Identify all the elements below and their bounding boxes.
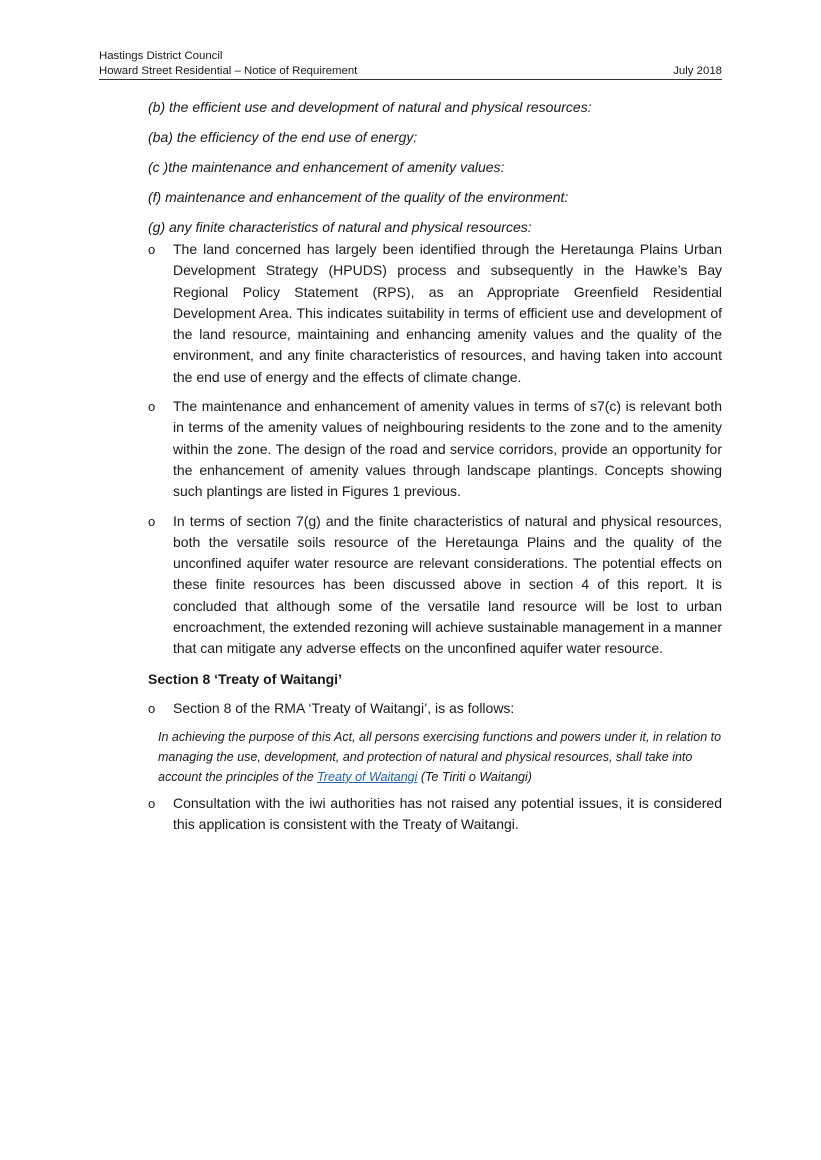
bullet-marker: o	[148, 399, 156, 415]
quote-text-end: (Te Tiriti o Waitangi)	[417, 769, 532, 784]
list-item	[148, 793, 722, 836]
bullet-text: Section 8 of the RMA ‘Treaty of Waitangi’, is as follows:	[173, 699, 515, 716]
section-8-title: Section 8 ‘Treaty of Waitangi’	[148, 670, 342, 687]
header-org: Hastings District Council	[99, 50, 223, 62]
bullet-text: Consultation with the iwi authorities has not raised any potential issues, it is considered this application is consistent with the Treaty of Waitangi.	[173, 794, 722, 833]
bullet-text: The maintenance and enhancement of amenity values in terms of s7(c) is relevant both in terms of the amenity values of neighbouring residents to the zone and to the amenity within the zone. The design of the road and service corridors, provide an opportunity for the enhancement of amenity values through landscape plantings. Concepts showing such plantings are listed in Figures 1 previous.	[173, 398, 722, 500]
bullet-marker: o	[148, 700, 156, 716]
italic-item-g: (g) any finite characteristics of natural and physical resources:	[148, 219, 532, 235]
bullet-text: In terms of section 7(g) and the finite characteristics of natural and physical resources, both the versatile soils resource of the Heretaunga Plains and the quality of the unconfined aquifer water resource are relevant considerations. The potential effects on these finite resources has been discussed above in section 4 of this report. It is concluded that although some of the versatile land resource will be lost to urban encroachment, the extended rezoning will achieve sustainable management in a manner that can mitigate any adverse effects on the unconfined aquifer water resource.	[173, 512, 722, 657]
quote-text: In achieving the purpose of this Act, all persons exercising functions and powers under it, in relation to managing the use, development, and protection of natural and physical resources, shall take into account the principles of the	[158, 729, 722, 784]
list-item	[148, 698, 722, 719]
italic-item-c: (c )the maintenance and enhancement of amenity values:	[148, 159, 505, 175]
body-content	[148, 97, 722, 844]
header-doc-title: Howard Street Residential – Notice of Requirement	[99, 65, 358, 77]
page-header	[99, 49, 722, 80]
rma-quote	[148, 727, 722, 787]
header-line	[99, 64, 722, 80]
list-item	[148, 511, 722, 660]
italic-item-ba: (ba) the efficiency of the end use of energy:	[148, 129, 418, 145]
bullet-marker: o	[148, 513, 156, 529]
header-date: July 2018	[673, 65, 722, 77]
bullet-text: The land concerned has largely been identified through the Heretaunga Plains Urban Development Strategy (HPUDS) process and subsequently in the Hawke’s Bay Regional Policy Statement (RPS), as an Appropriate Greenfield Residential Development Area. This indicates suitability in terms of efficient use and development of the land resource, maintaining and enhancing amenity values and the quality of the environment, and any finite characteristics of resources, and having taken into account the end use of energy and the effects of climate change.	[173, 241, 722, 385]
treaty-link[interactable]: Treaty of Waitangi	[317, 769, 418, 784]
bullet-list	[148, 239, 722, 660]
bullet-marker: o	[148, 242, 156, 257]
bullet-marker: o	[148, 795, 156, 811]
list-item	[148, 396, 722, 502]
list-item	[148, 239, 722, 388]
italic-item-b: (b) the efficient use and development of natural and physical resources:	[148, 99, 592, 115]
italic-item-f: (f) maintenance and enhancement of the quality of the environment:	[148, 189, 569, 205]
